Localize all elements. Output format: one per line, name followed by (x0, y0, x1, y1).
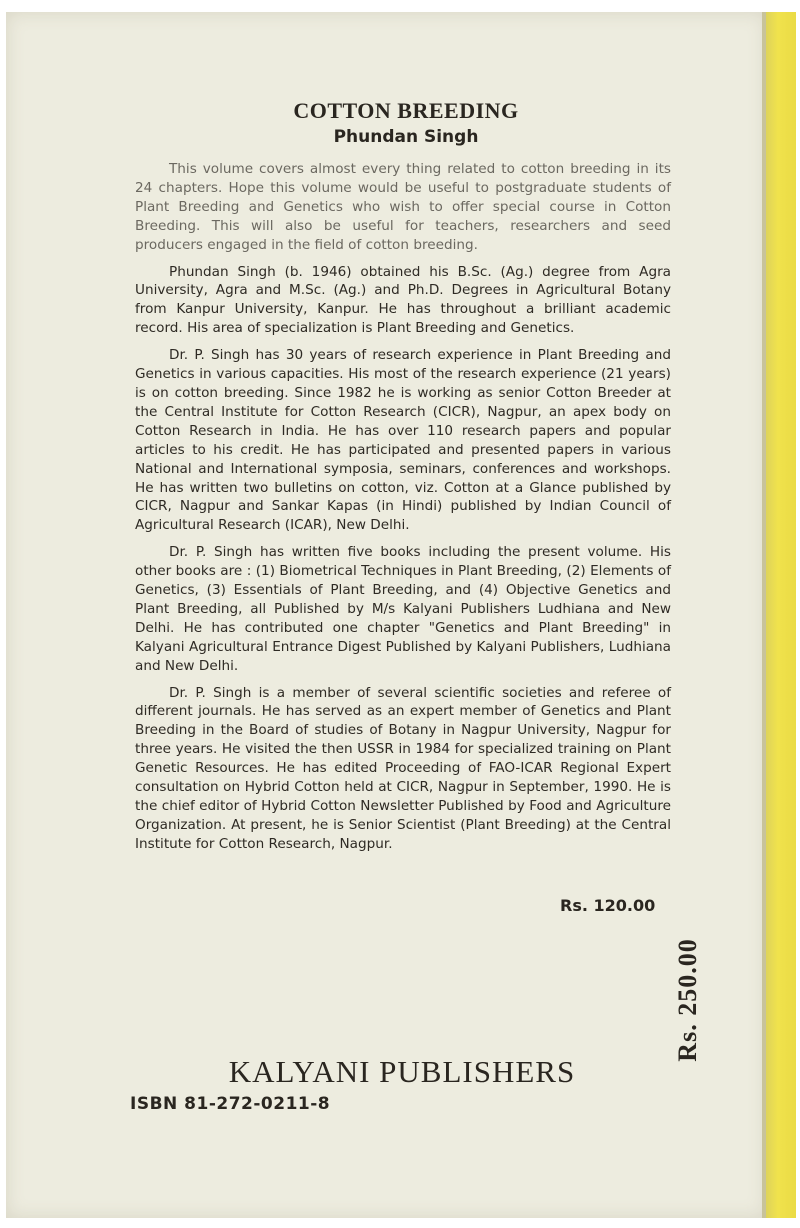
paragraph-education: Phundan Singh (b. 1946) obtained his B.Sc. (Ag.) degree from Agra University, Agra and M.Sc. (Ag.) and Ph.D. Degrees in Agricultural Botany from Kanpur University, Kanpur. He has throughout a brilliant academic record. His area of specialization is Plant Breeding and Genetics. (135, 263, 671, 337)
paragraph-summary: This volume covers almost every thing related to cotton breeding in its 24 chapters. Hope this volume would be useful to postgraduate students of Plant Breeding and Genetics who wish to offer special course in Cotton Breeding. This will also be useful for teachers, researchers and seed producers engaged in the field of cotton breeding. (135, 161, 671, 253)
yellow-spine (766, 12, 796, 1218)
paragraph-research: Dr. P. Singh has 30 years of research experience in Plant Breeding and Genetics in various capacities. His most of the research experience (21 years) is on cotton breeding. Since 1982 he is working as senior Cotton Breeder at the Central Institute for Cotton Research (CICR), Nagpur, an apex body on Cotton Research in India. He has over 110 research papers and popular articles to his credit. He has participated and presented papers in various National and International symposia, seminars, conferences and workshops. He has written two bulletins on cotton, viz. Cotton at a Glance published by CICR, Nagpur and Sankar Kapas (in Hindi) published by Indian Council of Agricultural Research (ICAR), New Delhi. (135, 347, 671, 534)
price-label: Rs. 120.00 (560, 896, 656, 915)
book-title: COTTON BREEDING (293, 98, 519, 123)
publisher-name: KALYANI PUBLISHERS (228, 1054, 576, 1089)
paragraph-service: Dr. P. Singh is a member of several scientific societies and referee of different journals. He has served as an expert member of Genetics and Plant Breeding in the Board of studies of Botany in Nagpur University, Nagpur for three years. He visited the then USSR in 1984 for specialized training on Plant Genetic Resources. He has edited Proceeding of FAO-ICAR Regional Expert consultation on Hybrid Cotton held at CICR, Nagpur in September, 1990. He is the chief editor of Hybrid Cotton Newsletter Published by Food and Agriculture Organization. At present, he is Senior Scientist (Plant Breeding) at the Central Institute for Cotton Research, Nagpur. (135, 684, 671, 852)
isbn-number: ISBN 81-272-0211-8 (130, 1094, 331, 1114)
book-author: Phundan Singh (333, 127, 479, 147)
paragraph-books: Dr. P. Singh has written five books including the present volume. His other books are : (1) Biometrical Techniques in Plant Breeding, (2) Elements of Genetics, (3) Essentials of Plant Breeding, and (4) Objective Genetics and Plant Breeding, all Published by M/s Kalyani Publishers Ludhiana and New Delhi. He has contributed one chapter "Genetics and Plant Breeding" in Kalyani Agricultural Entrance Digest Published by Kalyani Publishers, Ludhiana and New Delhi. (135, 544, 671, 674)
price-overprint: Rs. 250.00 (673, 938, 702, 1062)
blurb-text (135, 160, 671, 862)
